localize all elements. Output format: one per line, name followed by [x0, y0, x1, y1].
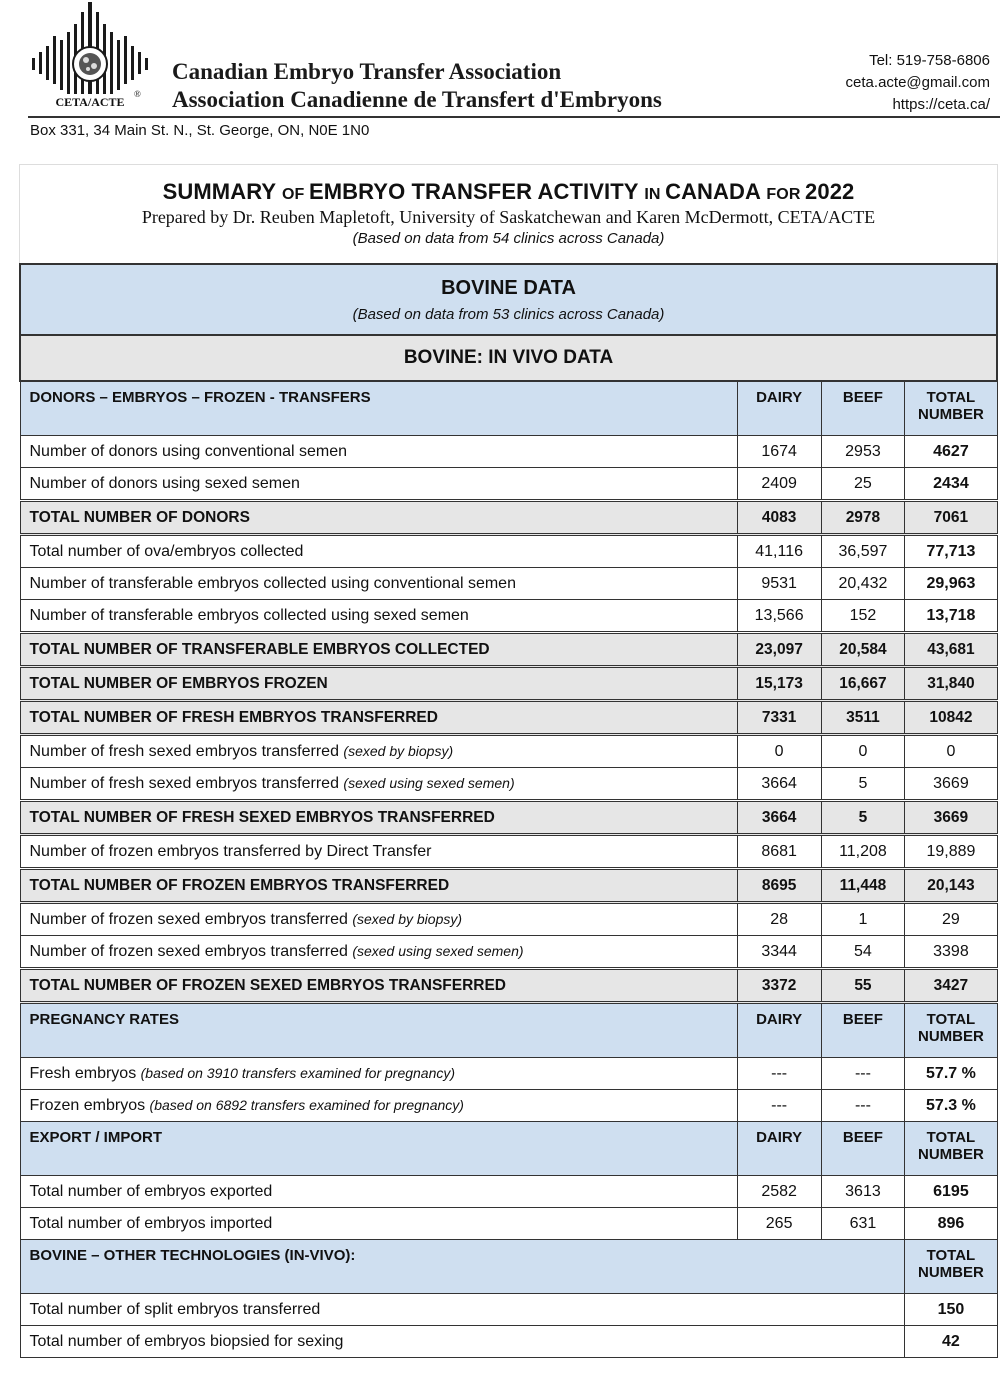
cell-beef: 3511: [821, 701, 905, 735]
table-row: [20, 600, 997, 633]
row-label: Frozen embryos (based on 6892 transfers examined for pregnancy): [20, 1090, 737, 1122]
in-vivo-header: BOVINE: IN VIVO DATA: [20, 335, 997, 381]
cell-total: 896: [905, 1208, 997, 1240]
cell-total: 57.7 %: [905, 1058, 997, 1090]
cell-total: 19,889: [905, 835, 997, 869]
contact-info: [846, 50, 990, 116]
export-section-header: EXPORT / IMPORT DAIRY BEEF TOTAL NUMBER: [20, 1122, 997, 1176]
cell-total: 31,840: [905, 667, 997, 701]
cell-total: 20,143: [905, 869, 997, 903]
cell-total: 43,681: [905, 633, 997, 667]
bovine-data-header: BOVINE DATA (Based on data from 53 clinics across Canada): [20, 264, 997, 335]
cell-total: 3669: [905, 768, 997, 801]
row-label: Total number of ova/embryos collected: [20, 535, 737, 568]
cell-total: 0: [905, 735, 997, 768]
cell-beef: 16,667: [821, 667, 905, 701]
cell-beef: 3613: [821, 1176, 905, 1208]
cell-dairy: 3664: [737, 801, 821, 835]
table-row: [20, 801, 997, 835]
cell-total: 42: [905, 1326, 997, 1358]
row-label: TOTAL NUMBER OF DONORS: [20, 501, 737, 535]
table-row: [20, 501, 997, 535]
row-label: Number of fresh sexed embryos transferred (sexed by biopsy): [20, 735, 737, 768]
cell-dairy: 41,116: [737, 535, 821, 568]
cell-beef: 55: [821, 969, 905, 1003]
cell-beef: 2953: [821, 436, 905, 468]
row-label: TOTAL NUMBER OF EMBRYOS FROZEN: [20, 667, 737, 701]
postal-address: Box 331, 34 Main St. N., St. George, ON, N0E 1N0: [30, 122, 370, 139]
header-divider: [28, 116, 1000, 118]
cell-dairy: 2582: [737, 1176, 821, 1208]
row-label: Fresh embryos (based on 3910 transfers examined for pregnancy): [20, 1058, 737, 1090]
cell-total: 77,713: [905, 535, 997, 568]
table-row: [20, 701, 997, 735]
cell-dairy: 23,097: [737, 633, 821, 667]
pregnancy-section-header: PREGNANCY RATES DAIRY BEEF TOTAL NUMBER: [20, 1003, 997, 1058]
cell-dairy: 8695: [737, 869, 821, 903]
ceta-maple-leaf-logo: [28, 2, 152, 110]
cell-total: 3669: [905, 801, 997, 835]
cell-dairy: 8681: [737, 835, 821, 869]
email-link[interactable]: ceta.acte@gmail.com: [845, 74, 990, 91]
cell-dairy: 3664: [737, 768, 821, 801]
cell-total: 3427: [905, 969, 997, 1003]
cell-dairy: 9531: [737, 568, 821, 600]
other-tech-row: [20, 1326, 997, 1358]
cell-total: 2434: [905, 468, 997, 501]
organization-name: [172, 58, 662, 114]
cell-dairy: ---: [737, 1058, 821, 1090]
row-label: TOTAL NUMBER OF TRANSFERABLE EMBRYOS COLLECTED: [20, 633, 737, 667]
table-row: [20, 535, 997, 568]
report-title: SUMMARY OF EMBRYO TRANSFER ACTIVITY IN CANADA FOR 2022: [162, 179, 855, 204]
cell-dairy: 4083: [737, 501, 821, 535]
embryo-transfer-table: [19, 263, 998, 1358]
row-label: Total number of embryos biopsied for sexing: [20, 1326, 905, 1358]
cell-beef: 11,208: [821, 835, 905, 869]
cell-beef: 152: [821, 600, 905, 633]
cell-total: 7061: [905, 501, 997, 535]
row-label: TOTAL NUMBER OF FRESH SEXED EMBRYOS TRANSFERRED: [20, 801, 737, 835]
report-title-block: [19, 164, 998, 265]
cell-dairy: 7331: [737, 701, 821, 735]
table-row: [20, 633, 997, 667]
row-label: Number of donors using conventional semen: [20, 436, 737, 468]
logo-text: CETA/ACTE: [55, 95, 125, 109]
prepared-by: Prepared by Dr. Reuben Mapletoft, University of Saskatchewan and Karen McDermott, CETA/ACTE: [141, 207, 876, 227]
pregnancy-row: [20, 1090, 997, 1122]
table-row: [20, 936, 997, 969]
row-label: Number of frozen sexed embryos transferred (sexed using sexed semen): [20, 936, 737, 969]
row-label: Total number of embryos exported: [20, 1176, 737, 1208]
cell-dairy: 15,173: [737, 667, 821, 701]
website-link[interactable]: https://ceta.ca/: [892, 96, 990, 113]
cell-dairy: 3344: [737, 936, 821, 969]
row-label: Number of transferable embryos collected using conventional semen: [20, 568, 737, 600]
cell-dairy: 13,566: [737, 600, 821, 633]
table-row: [20, 969, 997, 1003]
row-label: Total number of split embryos transferred: [20, 1294, 905, 1326]
row-label: TOTAL NUMBER OF FROZEN EMBRYOS TRANSFERRED: [20, 869, 737, 903]
table-row: [20, 436, 997, 468]
row-label: Number of donors using sexed semen: [20, 468, 737, 501]
cell-beef: 631: [821, 1208, 905, 1240]
row-label: Total number of embryos imported: [20, 1208, 737, 1240]
cell-beef: 1: [821, 903, 905, 936]
cell-total: 150: [905, 1294, 997, 1326]
export-row: [20, 1208, 997, 1240]
pregnancy-row: [20, 1058, 997, 1090]
clinic-basis: (Based on data from 54 clinics across Canada): [352, 230, 665, 247]
cell-beef: 11,448: [821, 869, 905, 903]
cell-beef: 36,597: [821, 535, 905, 568]
table-row: [20, 468, 997, 501]
table-row: [20, 869, 997, 903]
donors-section-header: DONORS – EMBRYOS – FROZEN - TRANSFERS DAIRY BEEF TOTAL NUMBER: [20, 381, 997, 436]
table-row: [20, 835, 997, 869]
row-label: Number of frozen embryos transferred by Direct Transfer: [20, 835, 737, 869]
cell-beef: 20,432: [821, 568, 905, 600]
org-name-french: Association Canadienne de Transfert d'Embryons: [172, 87, 662, 112]
table-row: [20, 735, 997, 768]
table-row: [20, 667, 997, 701]
row-label: TOTAL NUMBER OF FROZEN SEXED EMBRYOS TRANSFERRED: [20, 969, 737, 1003]
cell-dairy: ---: [737, 1090, 821, 1122]
cell-beef: ---: [821, 1090, 905, 1122]
row-label: TOTAL NUMBER OF FRESH EMBRYOS TRANSFERRED: [20, 701, 737, 735]
cell-beef: 5: [821, 801, 905, 835]
cell-dairy: 265: [737, 1208, 821, 1240]
table-row: [20, 568, 997, 600]
other-tech-section-header: BOVINE – OTHER TECHNOLOGIES (IN-VIVO): TOTAL NUMBER: [20, 1240, 997, 1294]
cell-dairy: 1674: [737, 436, 821, 468]
table-row: [20, 768, 997, 801]
cell-total: 13,718: [905, 600, 997, 633]
cell-total: 29: [905, 903, 997, 936]
cell-total: 6195: [905, 1176, 997, 1208]
svg-text:®: ®: [134, 89, 141, 99]
cell-total: 29,963: [905, 568, 997, 600]
cell-dairy: 2409: [737, 468, 821, 501]
cell-dairy: 0: [737, 735, 821, 768]
phone-number: Tel: 519-758-6806: [869, 52, 990, 69]
cell-beef: 25: [821, 468, 905, 501]
cell-beef: 0: [821, 735, 905, 768]
cell-total: 3398: [905, 936, 997, 969]
row-label: Number of frozen sexed embryos transferred (sexed by biopsy): [20, 903, 737, 936]
cell-beef: 5: [821, 768, 905, 801]
cell-total: 4627: [905, 436, 997, 468]
cell-dairy: 3372: [737, 969, 821, 1003]
cell-total: 10842: [905, 701, 997, 735]
row-label: Number of fresh sexed embryos transferred (sexed using sexed semen): [20, 768, 737, 801]
cell-beef: 20,584: [821, 633, 905, 667]
other-tech-row: [20, 1294, 997, 1326]
cell-beef: 2978: [821, 501, 905, 535]
export-row: [20, 1176, 997, 1208]
cell-total: 57.3 %: [905, 1090, 997, 1122]
cell-dairy: 28: [737, 903, 821, 936]
row-label: Number of transferable embryos collected using sexed semen: [20, 600, 737, 633]
org-name-english: Canadian Embryo Transfer Association: [172, 59, 562, 84]
table-row: [20, 903, 997, 936]
cell-beef: 54: [821, 936, 905, 969]
cell-beef: ---: [821, 1058, 905, 1090]
